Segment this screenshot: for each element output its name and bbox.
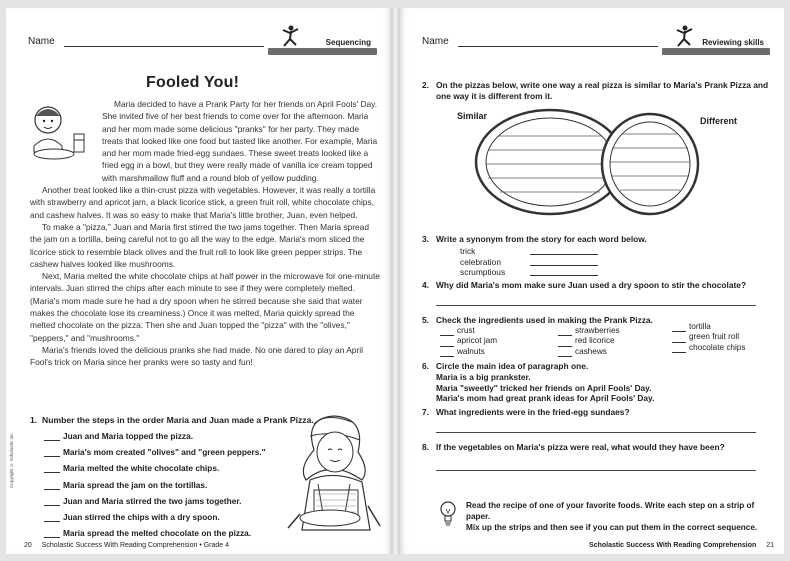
- checkbox-line[interactable]: [672, 335, 686, 343]
- word: scrumptious: [460, 267, 506, 277]
- question-text: Number the steps in the order Maria and Juan made a Prank Pizza.: [42, 415, 314, 425]
- paragraph-3: To make a "pizza," Juan and Maria first stirred the two jams together. Then Maria spread the jam on a tortilla, being careful not to go all the way to the edge. Maria's mom sliced the licorice stick to resemble black olives and the fruit roll to look like green pepper strips. The cashew halves looked like mushrooms.: [30, 221, 369, 269]
- answer-line[interactable]: [436, 305, 756, 306]
- item-label: tortilla: [689, 322, 711, 331]
- list-item[interactable]: [672, 322, 745, 332]
- option-item[interactable]: Maria is a big prankster.: [436, 372, 531, 382]
- word: celebration: [460, 256, 501, 267]
- list-item[interactable]: [440, 326, 497, 336]
- question-text: [436, 80, 768, 102]
- copyright-vertical: Copyright © Scholastic Inc.: [9, 432, 14, 488]
- list-item: [44, 480, 266, 496]
- name-line[interactable]: [458, 46, 658, 47]
- step-text: Maria spread the jam on the tortillas.: [63, 479, 208, 490]
- checkbox-line[interactable]: [558, 339, 572, 347]
- answer-line[interactable]: [436, 432, 756, 433]
- tip-line: Read the recipe of one of your favorite foods. Write each step on a strip of paper.: [466, 501, 755, 521]
- question-text: Check the ingredients used in making the Prank Pizza.: [436, 315, 653, 325]
- question-line: On the pizzas below, write one way a real pizza is similar to Maria's Prank Pizza and: [436, 80, 769, 90]
- list-item: [44, 431, 266, 447]
- pizza-diagram: [470, 106, 700, 216]
- list-item[interactable]: [672, 343, 745, 353]
- page-number: 20: [24, 542, 32, 549]
- step-text: Maria melted the white chocolate chips.: [63, 463, 220, 474]
- girl-cooking-illustration: [274, 410, 391, 535]
- paragraph-4: Next, Maria melted the white chocolate chips at half power in the microwave for one-minute intervals. Juan stirred the chips after each minute to see if they were completely melted. (Maria's mom made sure he had a dry spoon when he stirred because she said that water makes the chocolate lose its creaminess.) Once it was melted, Maria quickly spread the melted chocolate on the pizza. Then she and Juan topped the "pizza" with the "olives," "peppers," and "mushrooms.": [30, 271, 380, 343]
- skill-label: Sequencing: [325, 38, 371, 47]
- list-item: [460, 257, 505, 268]
- checkbox-line[interactable]: [440, 339, 454, 347]
- item-label: strawberries: [575, 326, 620, 335]
- main-idea-options: [436, 372, 654, 404]
- ingredient-column-2: [558, 326, 620, 357]
- ingredient-column-3: [672, 322, 745, 353]
- question-number: 7.: [422, 407, 429, 417]
- checkbox-line[interactable]: [558, 328, 572, 336]
- synonym-list: [460, 246, 505, 278]
- footer-left: [24, 542, 229, 549]
- paragraph-1: Maria decided to have a Prank Party for her friends on April Fools' Day. She invited five of her best friends to come over for the afternoon. Maria and her mom made some delicious "pranks" for her party. They made treats that looked like one food but tasted like another. For example, Maria and her mom made fried-egg sundaes. These sweet treats looked like a fried egg in a bowl, but they were really made of vanilla ice cream topped with marshmallow fluff and a round blob of yellow pudding.: [102, 99, 378, 183]
- dancing-figure-icon: [278, 24, 302, 50]
- answer-line[interactable]: [436, 470, 756, 471]
- paragraph-2: Another treat looked like a thin-crust pizza with vegetables. However, it was really a tortilla with strawberry and apricot jam, a black licorice stick, a green fruit roll, white chocolate chips, and cashew halves. It was so easy to make that Maria's little brother, Juan, even helped.: [30, 185, 376, 220]
- tip-line: Mix up the strips and then see if you can put them in the correct sequence.: [466, 523, 758, 532]
- name-line[interactable]: [64, 46, 264, 47]
- step-text: Juan stirred the chips with a dry spoon.: [63, 511, 220, 522]
- extension-tip: [438, 500, 778, 533]
- story-title: Fooled You!: [146, 74, 240, 91]
- lightbulb-icon: [438, 500, 458, 528]
- list-item[interactable]: [440, 347, 497, 357]
- question-number: 3.: [422, 234, 429, 244]
- list-item[interactable]: [558, 336, 620, 346]
- step-text: Maria's mom created "olives" and "green peppers.": [63, 447, 266, 458]
- list-item[interactable]: [672, 332, 745, 342]
- question-text: If the vegetables on Maria's pizza were real, what would they have been?: [436, 442, 725, 452]
- item-label: walnuts: [457, 346, 485, 356]
- name-label: Name: [28, 36, 55, 47]
- checkbox-line[interactable]: [672, 345, 686, 353]
- similar-label: Similar: [457, 111, 488, 121]
- book-gutter: [391, 8, 400, 554]
- step-text: Juan and Maria stirred the two jams together.: [63, 495, 242, 506]
- word: trick: [460, 246, 476, 256]
- right-page: [400, 8, 784, 554]
- list-item: [460, 267, 505, 278]
- list-item[interactable]: [558, 326, 620, 336]
- answer-line[interactable]: [530, 275, 598, 276]
- question-number: 4.: [422, 280, 429, 290]
- answer-blank[interactable]: [44, 529, 60, 538]
- question-text: Circle the main idea of paragraph one.: [436, 361, 589, 371]
- checkbox-line[interactable]: [440, 349, 454, 357]
- list-item[interactable]: [440, 336, 497, 346]
- item-label: green fruit roll: [689, 332, 740, 342]
- page-number: 21: [766, 542, 774, 549]
- answer-blank[interactable]: [44, 432, 60, 441]
- left-page: [6, 8, 391, 554]
- list-item: [460, 246, 505, 257]
- question-text: Why did Maria's mom make sure Juan used a dry spoon to stir the chocolate?: [436, 280, 747, 290]
- footer-right: [589, 542, 774, 549]
- list-item: [44, 463, 266, 479]
- item-label: red licorice: [575, 336, 615, 346]
- question-number: 1.: [30, 415, 38, 425]
- list-item[interactable]: [558, 347, 620, 357]
- different-label: Different: [700, 116, 738, 126]
- story-text: [30, 98, 381, 369]
- answer-blank[interactable]: [44, 513, 60, 522]
- footer-text: Scholastic Success With Reading Comprehension • Grade 4: [41, 542, 230, 549]
- option-item[interactable]: Maria "sweetly" tricked her friends on April Fools' Day.: [436, 382, 652, 393]
- item-label: cashews: [575, 346, 607, 356]
- option-item[interactable]: Maria's mom had great prank ideas for April Fools' Day.: [436, 393, 655, 404]
- answer-blank[interactable]: [44, 464, 60, 473]
- answer-line[interactable]: [530, 254, 598, 255]
- skill-label: Reviewing skills: [702, 38, 764, 47]
- list-item: [44, 496, 266, 512]
- checkbox-line[interactable]: [672, 324, 686, 332]
- question-text: Write a synonym from the story for each word below.: [436, 234, 647, 244]
- name-label: Name: [422, 36, 449, 47]
- question-number: 2.: [422, 80, 429, 90]
- answer-blank[interactable]: [44, 497, 60, 506]
- footer-text: Scholastic Success With Reading Comprehension: [589, 542, 757, 549]
- ingredient-column-1: [440, 326, 497, 357]
- question-line: one way it is different from it.: [436, 91, 553, 101]
- list-item: [44, 447, 266, 463]
- checkbox-line[interactable]: [558, 349, 572, 357]
- name-bar: [422, 30, 770, 54]
- question-text: What ingredients were in the fried-egg sundaes?: [436, 407, 630, 417]
- question-number: 5.: [422, 315, 429, 325]
- question-number: 8.: [422, 442, 429, 452]
- question-number: 6.: [422, 361, 429, 371]
- list-item: [44, 512, 266, 528]
- step-text: Maria spread the melted chocolate on the pizza.: [63, 528, 252, 539]
- answer-line[interactable]: [530, 265, 598, 266]
- paragraph-5: Maria's friends loved the delicious pranks she had made. No one dared to play an April Fool's trick on Maria since her pranks were so tasty and fun!: [30, 344, 363, 368]
- different-pizza[interactable]: [602, 114, 698, 214]
- answer-blank[interactable]: [44, 481, 60, 490]
- sequence-steps: [44, 431, 266, 544]
- dancing-figure-icon: [672, 24, 696, 50]
- checkbox-line[interactable]: [440, 328, 454, 336]
- name-bar: [28, 30, 377, 54]
- answer-blank[interactable]: [44, 448, 60, 457]
- item-label: apricot jam: [457, 336, 498, 346]
- item-label: crust: [457, 326, 475, 335]
- item-label: chocolate chips: [689, 342, 746, 352]
- step-text: Juan and Maria topped the pizza.: [63, 431, 193, 441]
